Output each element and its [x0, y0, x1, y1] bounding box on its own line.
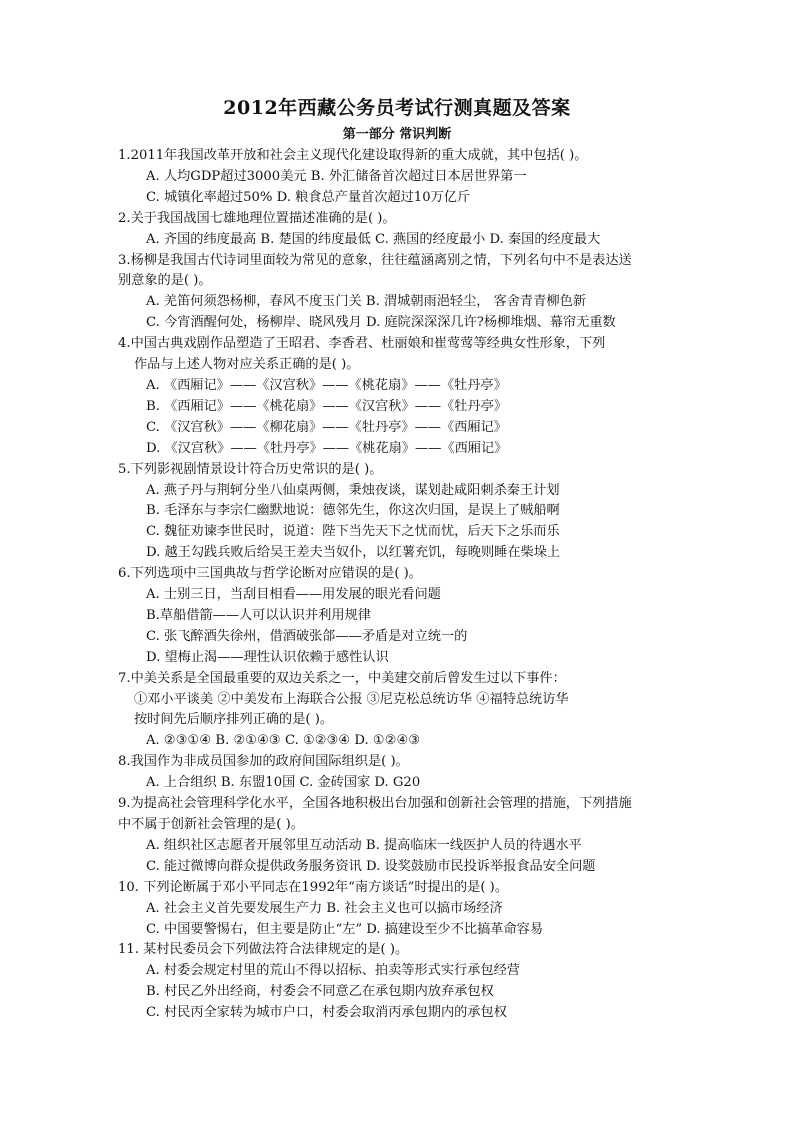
- question-line: 5.下列影视剧情景设计符合历史常识的是( )。: [118, 461, 383, 477]
- answer-option-line: A. 齐国的纬度最高 B. 楚国的纬度最低 C. 燕国的经度最小 D. 秦国的经度最大: [146, 231, 601, 247]
- answer-option-line: D. 望梅止渴——理性认识依赖于感性认识: [146, 649, 389, 665]
- question-continuation-line: 作品与上述人物对应关系正确的是( )。: [134, 357, 360, 373]
- answer-option-line: B.草船借箭——人可以认识并利用规律: [146, 607, 371, 623]
- answer-option-line: A. 村委会规定村里的荒山不得以招标、拍卖等形式实行承包经营: [146, 963, 520, 979]
- question-line: 7.中美关系是全国最重要的双边关系之一，中美建交前后曾发生过以下事件：: [118, 670, 566, 686]
- question-line: 9.为提高社会管理科学化水平，全国各地积极出台加强和创新社会管理的措施，下列措施: [118, 796, 632, 812]
- answer-option-line: C. 中国要警惕右，但主要是防止“左” D. 搞建设至少不比搞革命容易: [146, 921, 544, 937]
- question-continuation-line: ①邓小平谈美 ②中美发布上海联合公报 ③尼克松总统访华 ④福特总统访华: [134, 691, 569, 707]
- question-line: 1.2011年我国改革开放和社会主义现代化建设取得新的重大成就，其中包括( )。: [118, 148, 588, 163]
- answer-option-line: A. ②③①④ B. ②①④③ C. ①②③④ D. ①②④③: [146, 733, 421, 749]
- question-line: 10. 下列论断属于邓小平同志在1992年“南方谈话”时提出的是( )。: [118, 879, 509, 895]
- question-line: 4.中国古典戏剧作品塑造了王昭君、李香君、杜丽娘和崔莺莺等经典女性形象，下列: [118, 336, 606, 352]
- answer-option-line: A. 社会主义首先要发展生产力 B. 社会主义也可以搞市场经济: [146, 900, 503, 916]
- answer-option-line: C. 今宵酒醒何处，杨柳岸、晓风残月 D. 庭院深深深几许?杨柳堆烟、幕帘无重数: [146, 315, 616, 331]
- question-line: 2.关于我国战国七雄地理位置描述准确的是( )。: [118, 210, 396, 226]
- answer-option-line: A. 《西厢记》——《汉宫秋》——《桃花扇》——《牡丹亭》: [146, 377, 507, 393]
- answer-option-line: A. 组织社区志愿者开展邻里互动活动 B. 提高临床一线医护人员的待遇水平: [146, 837, 582, 853]
- answer-option-line: A. 燕子丹与荆轲分坐八仙桌两侧，秉烛夜谈，谋划赴咸阳刺杀秦王计划: [146, 482, 560, 498]
- answer-option-line: A. 士别三日，当刮目相看——用发展的眼光看问题: [146, 587, 441, 603]
- question-continuation-line: 按时间先后顺序排列正确的是( )。: [134, 712, 334, 728]
- answer-option-line: B. 村民乙外出经商，村委会不同意乙在承包期内放弃承包权: [146, 984, 494, 1000]
- answer-option-line: C. 村民丙全家转为城市户口，村委会取消丙承包期内的承包权: [146, 1005, 507, 1021]
- answer-option-line: A. 人均GDP超过3000美元 B. 外汇储备首次超过日本居世界第一: [146, 168, 527, 184]
- question-line: 8.我国作为非成员国参加的政府间国际组织是( )。: [118, 754, 409, 770]
- answer-option-line: C. 《汉宫秋》——《柳花扇》——《牡丹亭》——《西厢记》: [146, 419, 507, 435]
- answer-option-line: C. 城镇化率超过50% D. 粮食总产量首次超过10万亿斤: [146, 189, 471, 205]
- question-continuation-line: 别意象的是( )。: [118, 273, 212, 289]
- section-heading: 第一部分 常识判断: [342, 127, 452, 142]
- answer-option-line: D. 《汉宫秋》——《牡丹亭》——《桃花扇》——《西厢记》: [146, 440, 508, 456]
- answer-option-line: C. 张飞醉酒失徐州，借酒破张郃——矛盾是对立统一的: [146, 628, 468, 644]
- question-list: [118, 146, 678, 1024]
- answer-option-line: C. 能过微博向群众提供政务服务资讯 D. 设奖鼓励市民投诉举报食品安全问题: [146, 858, 596, 874]
- answer-option-line: D. 越王勾践兵败后给吴王差夫当奴仆，以红薯充饥，每晚则睡在柴垛上: [146, 545, 561, 561]
- document-title: 2012年西藏公务员考试行测真题及答案: [223, 97, 571, 119]
- answer-option-line: B. 毛泽东与李宗仁幽默地说：德邻先生，你这次归国，是误上了贼船啊: [146, 503, 560, 519]
- answer-option-line: C. 魏征劝谏李世民时，说道：陛下当先天下之忧而忧，后天下之乐而乐: [146, 524, 560, 540]
- answer-option-line: A. 上合组织 B. 东盟10国 C. 金砖国家 D. G20: [146, 775, 421, 791]
- question-continuation-line: 中不属于创新社会管理的是( )。: [118, 817, 304, 832]
- answer-option-line: A. 羌笛何须怨杨柳，春风不度玉门关 B. 渭城朝雨浥轻尘， 客舍青青柳色新: [146, 294, 586, 310]
- question-line: 6.下列选项中三国典故与哲学论断对应错误的是( )。: [118, 566, 422, 582]
- answer-option-line: B. 《西厢记》——《桃花扇》——《汉宫秋》——《牡丹亭》: [146, 398, 507, 414]
- question-line: 3.杨柳是我国古代诗词里面较为常见的意象，往往蕴涵离别之情，下列名句中不是表达送: [118, 252, 632, 268]
- question-line: 11. 某村民委员会下列做法符合法律规定的是( )。: [118, 942, 409, 958]
